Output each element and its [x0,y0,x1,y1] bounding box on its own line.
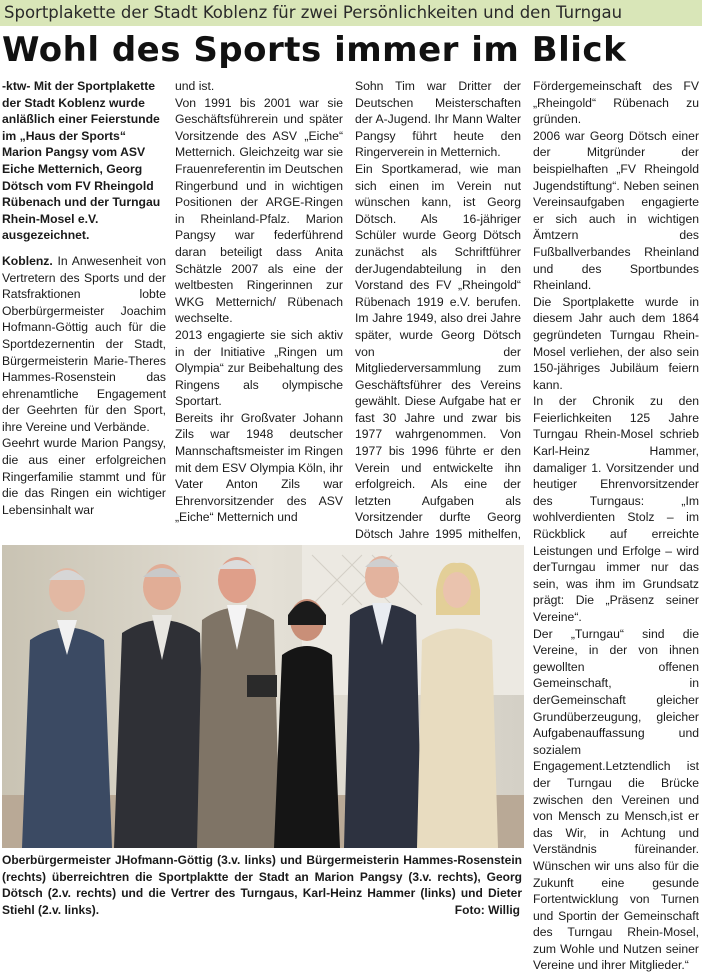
dateline: Koblenz. [2,253,53,268]
group-photo [2,545,524,848]
column-2 [175,78,343,526]
caption-text: Oberbürgermeister JHofmann-Göttig (3.v. links) und Bürgermeisterin Hammes-Rosenstein (rechts) überreichtren die Sportplaktte der Stadt an Marion Pangsy (3.v. rechts), Georg Dötsch (2.v. rechts) und die Vertrer des Turngaus, Karl-Heinz Hammer (links) und Dieter Stiehl (2.v. links). [2,853,522,917]
column-1 [2,78,166,518]
headline: Wohl des Sports immer im Blick [2,30,627,70]
body-paragraph: Geehrt wurde Marion Pangsy, die aus einer erfolgreichen Ringerfamilie stammt und für die das Ringen ein wichtiger Lebensinhalt war [2,436,166,517]
column-3 [355,78,521,559]
body-paragraph: 2006 war Georg Dötsch einer der Mitgründer der beispielhaften „FV Rheingold Jugendstiftung“. Neben seinen Vereinsaufgaben engagierte er sich auch in wichtigen Ämtzern des Fußballverbandes Rheinland und des Sportbundes Rheinland. [533,128,699,293]
body-paragraph: Die Sportplakette wurde in diesem Jahr auch dem 1864 gegründeten Turngau Rhein-Mosel verliehen, der also sein 150-jähriges Jubiläum feiern kann. [533,294,699,392]
body-paragraph: Sohn Tim war Dritter der Deutschen Meisterschaften der A-Jugend. Ihr Mann Walter Pangsy führt heute den Ringerverein in Metternich. [355,79,521,160]
body-paragraph: 2013 engagierte sie sich aktiv in der Initiative „Ringen um Olympia“ zur Beibehaltung des Ringens als olympische Sportart. [175,327,343,409]
body-text: In Anwesenheit von Vertretern des Sports und der Ratsfraktionen lobte Oberbürgermeister Joachim Hofmann-Göttig auch für die Sportdezernentin der Stadt, Bürgermeisterin Marie-Theres Hammes-Rosenstein das ehrenamtliche Engagement der Geehrten für den Sport, ihre Vereine und Verbände. [2,253,166,434]
column-4 [533,78,699,974]
lead-paragraph: -ktw- Mit der Sportplakette der Stadt Koblenz wurde anläßlich einer Feierstunde im „Haus der Sports“ Marion Pangsy vom ASV Eiche Metternich, Georg Dötsch vom FV Rheingold Rübenach und der Turngau Rhein-Mosel e.V. ausgezeichnet. [2,79,161,243]
body-paragraph: Bereits ihr Großvater Johann Zils war 1948 deutscher Mannschaftsmeister im Ringen mit dem ESV Olympia Köln, ihr Vater Anton Zils war Ehrenvorsitzender des ASV „Eiche“ Metternich und [175,410,343,525]
body-paragraph: Von 1991 bis 2001 war sie Geschäftsführerein und später Vorsitzende des ASV „Eiche“ Metternich. Gleichzeitg war sie Frauenreferentin im Deutschen Ringerbund und in wichtigen Positionen der ARGE-Ringen in Rheinland-Pfalz. Marion Pangsy war federführend daran beteiligt dass Anita Schätzle 2007 als eine der weltbesten Ringerinnen zur WKG Metternich/ Rübenach wechselte. [175,95,344,326]
body-paragraph: Fördergemeinschaft des FV „Rheingold“ Rübenach zu gründen. [533,79,699,127]
body-paragraph: Der „Turngau“ sind die Vereine, in der von ihnen gewollten offenen Gemeinschaft, in derGemeinschaft gleicher Grundüberzeugung, gleicher Aufgabenauffassung und sozialem Engagement.Letztendlich ist der Turngau die Brücke zwischen den Vereinen und von Mensch zu Mensch,ist er das Wir, in Achtung und Verständnis füreinander. Wünschen wir uns also für die Zukunft eine gesunde Fortentwicklung von Turnen und Sportin der Gemeinschaft des Turngau Rhein-Mosel, zum Wohle und Nutzen seiner Vereine und ihrer Mitglieder.“ [533,626,699,973]
kicker-bar: Sportplakette der Stadt Koblenz für zwei Persönlichkeiten und den Turngau [0,0,702,26]
body-paragraph [2,253,166,436]
body-paragraph: und ist. [175,79,215,93]
body-paragraph: Ein Sportkamerad, wie man sich einen im Verein nut wünschen kann, ist Georg Dötsch. Als 16-jähriger Schüler wurde Georg Dötsch zunächst als Schriftführer derJugendabteilung in den Vorstand des FV „Rheingold“ Rübenach 1919 e.V. berufen. Im Jahre 1949, also drei Jahre später, wurde Georg Dötsch von der Mitgliederversammlung zum Geschäftsführer des Vereins gewählt. Diese Aufgabe hat er fast 30 Jahre und zwar bis 1977 wahrgenommen. Von 1977 bis 1996 führte er den Verein und entwickelte ihn erfolgreich. Als eine der letzten Aufgaben als Vorsitzender durfte Georg Dötsch Jahre 1995 mithelfen, [355,161,521,542]
photo-caption [2,852,522,918]
photo-credit: Foto: Willig [454,902,520,917]
body-paragraph: In der Chronik zu den Feierlichkeiten 125 Jahre Turngau Rhein-Mosel schrieb Karl-Heinz Hammer, damaliger 1. Vorsitzender und heutiger Ehrenvorsitzender des Turngaus: „Im wohlverdienten Stolz – im Rückblick auf erreichte Leistungen und Erfolge – wird derTurngau immer nur das sein, was ihm im Grundsatz prägt: Die „Präsenz seiner Vereine“. [533,394,699,624]
